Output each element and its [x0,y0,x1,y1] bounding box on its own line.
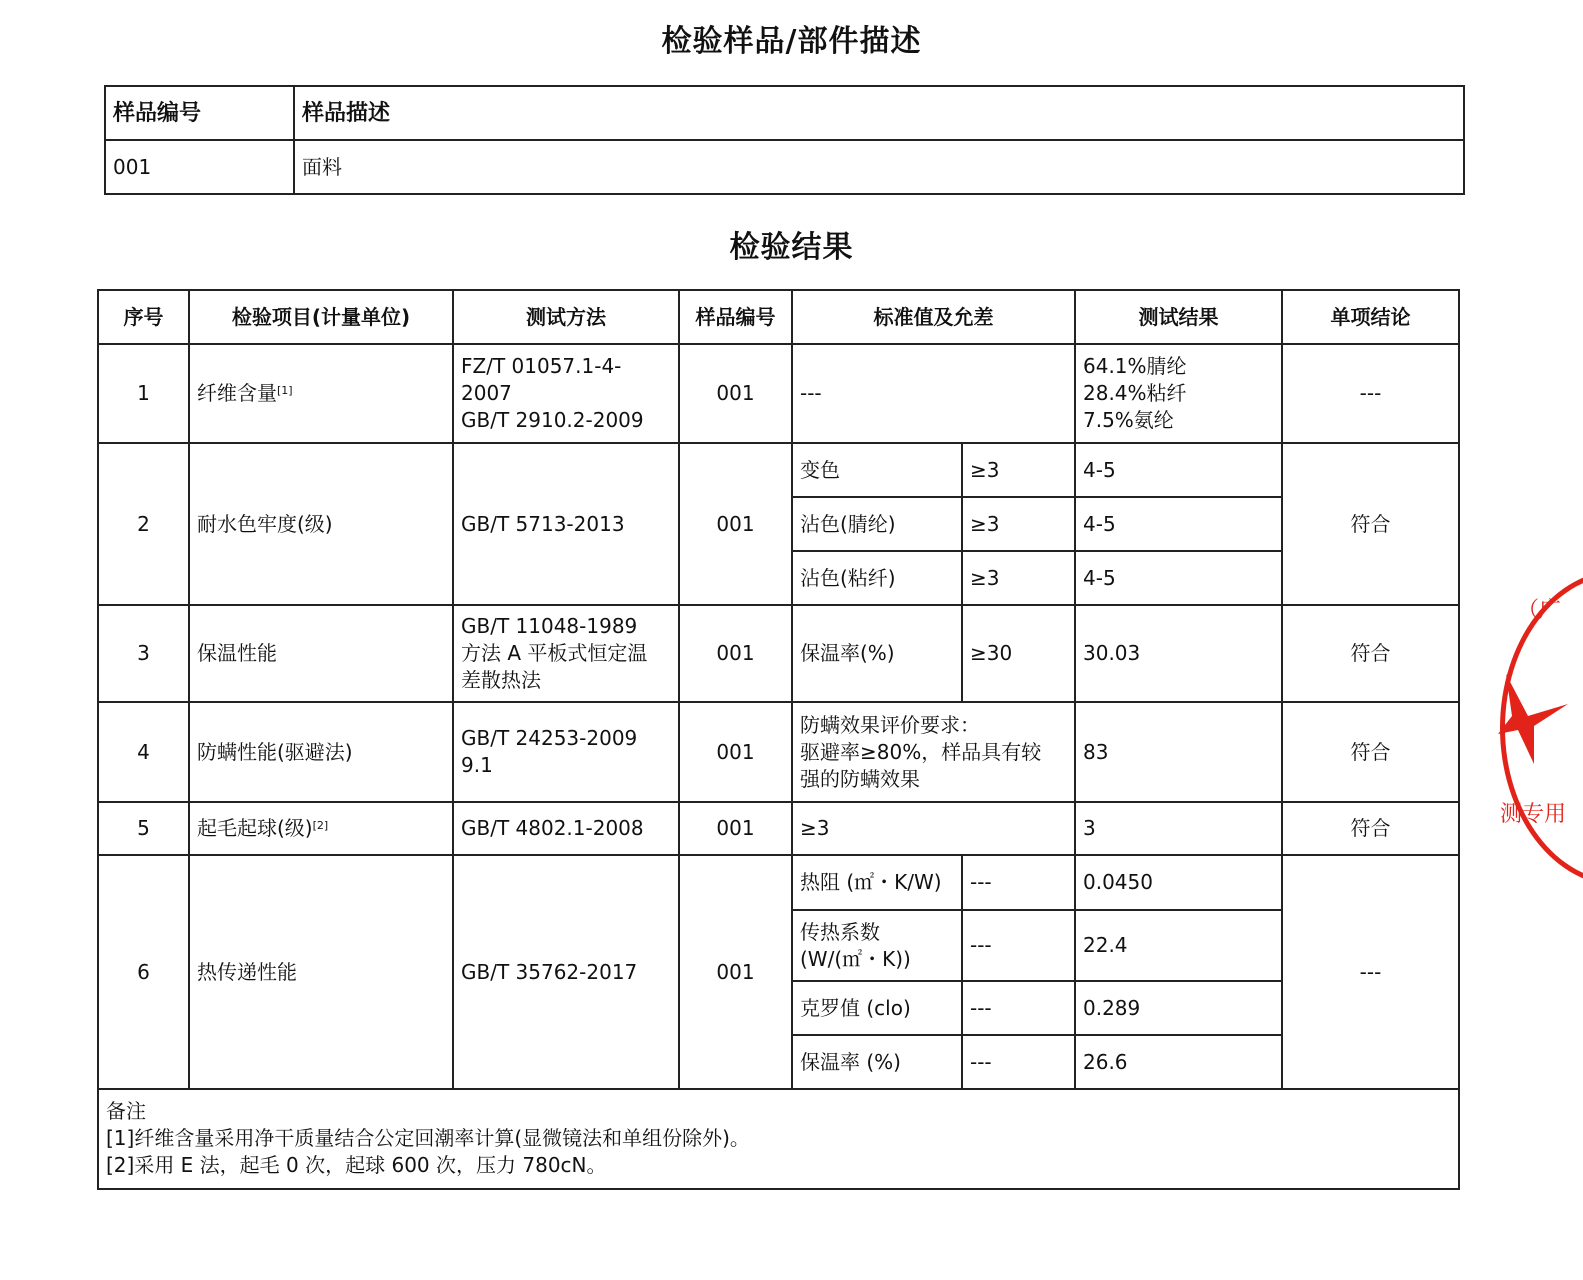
subrow-standard: ≥3 [962,443,1075,497]
header-result: 测试结果 [1075,290,1282,344]
subrow-standard: --- [962,910,1075,981]
row-conclusion: 符合 [1282,443,1459,605]
row-no: 1 [98,344,189,443]
subrow-name: 沾色(粘纤) [792,551,962,605]
subrow-name: 保温率 (%) [792,1035,962,1089]
row-result: 3 [1075,802,1282,855]
table-row [98,855,1459,910]
subrow-name: 热阻 (㎡・K/W) [792,855,962,910]
header-no: 序号 [98,290,189,344]
row-result: 30.03 [1075,605,1282,702]
note-line: [2]采用 E 法，起毛 0 次，起球 600 次，压力 780cN。 [106,1153,607,1177]
row-no: 6 [98,855,189,1089]
note-line: [1]纤维含量采用净干质量结合公定回潮率计算(显微镜法和单组份除外)。 [106,1126,750,1150]
row-no: 2 [98,443,189,605]
row-no: 3 [98,605,189,702]
subrow-name: 沾色(腈纶) [792,497,962,551]
header-standard: 标准值及允差 [792,290,1075,344]
header-method: 测试方法 [453,290,679,344]
row-item: 热传递性能 [189,855,453,1089]
sample-description-table [104,85,1465,195]
row-item: 起毛起球(级)[2] [189,802,453,855]
subrow-result: 4-5 [1075,551,1282,605]
row-sample: 001 [679,855,792,1089]
row-result: 64.1%腈纶 28.4%粘纤 7.5%氨纶 [1075,344,1282,443]
row-standard: ≥30 [962,605,1075,702]
row-conclusion: --- [1282,344,1459,443]
row-standard: --- [792,344,1075,443]
subrow-result: 4-5 [1075,443,1282,497]
header-sample-id: 样品编号 [105,86,294,140]
row-conclusion: --- [1282,855,1459,1089]
row-sample: 001 [679,605,792,702]
header-conclusion: 单项结论 [1282,290,1459,344]
subrow-name: 变色 [792,443,962,497]
subrow-result: 22.4 [1075,910,1282,981]
row-result: 83 [1075,702,1282,802]
table-row [98,702,1459,802]
table-row [98,802,1459,855]
subrow-name: 传热系数 (W/(㎡・K)) [792,910,962,981]
table-row [98,443,1459,497]
table-row [105,140,1464,194]
sample-desc-cell: 面料 [294,140,1464,194]
row-method: GB/T 35762-2017 [453,855,679,1089]
header-sample-id: 样品编号 [679,290,792,344]
subrow-name: 克罗值 (clo) [792,981,962,1035]
notes-cell [98,1089,1459,1189]
results-section-title: 检验结果 [729,230,854,265]
sample-id-cell: 001 [105,140,294,194]
header-item: 检验项目(计量单位) [189,290,453,344]
subrow-result: 26.6 [1075,1035,1282,1089]
test-results-table [97,289,1460,1190]
row-no: 5 [98,802,189,855]
row-method: GB/T 4802.1-2008 [453,802,679,855]
row-std-name: 保温率(%) [792,605,962,702]
subrow-standard: --- [962,1035,1075,1089]
notes-title: 备注 [106,1099,146,1123]
row-method: GB/T 24253-2009 9.1 [453,702,679,802]
row-sample: 001 [679,802,792,855]
row-item: 耐水色牢度(级) [189,443,453,605]
row-method: GB/T 11048-1989 方法 A 平板式恒定温 差散热法 [453,605,679,702]
row-item: 纤维含量[1] [189,344,453,443]
row-item: 防螨性能(驱避法) [189,702,453,802]
subrow-result: 0.0450 [1075,855,1282,910]
subrow-standard: --- [962,855,1075,910]
notes-row [98,1089,1459,1189]
row-conclusion: 符合 [1282,605,1459,702]
subrow-standard: ≥3 [962,551,1075,605]
subrow-result: 0.289 [1075,981,1282,1035]
stamp-text-top: （广 [1517,598,1562,623]
row-method: GB/T 5713-2013 [453,443,679,605]
row-conclusion: 符合 [1282,702,1459,802]
row-sample: 001 [679,702,792,802]
stamp-star-icon [1498,664,1568,764]
row-sample: 001 [679,344,792,443]
row-no: 4 [98,702,189,802]
subrow-standard: --- [962,981,1075,1035]
subrow-result: 4-5 [1075,497,1282,551]
table-header-row [105,86,1464,140]
sample-section-title: 检验样品/部件描述 [661,24,922,59]
row-conclusion: 符合 [1282,802,1459,855]
header-sample-desc: 样品描述 [294,86,1464,140]
row-method: FZ/T 01057.1-4-2007 GB/T 2910.2-2009 [453,344,679,443]
row-standard: ≥3 [792,802,1075,855]
table-row [98,605,1459,702]
row-item: 保温性能 [189,605,453,702]
table-row [98,344,1459,443]
subrow-standard: ≥3 [962,497,1075,551]
stamp-text-bottom: 测专用 [1500,802,1567,827]
table-header-row [98,290,1459,344]
row-standard: 防螨效果评价要求： 驱避率≥80%，样品具有较 强的防螨效果 [792,702,1075,802]
row-sample: 001 [679,443,792,605]
